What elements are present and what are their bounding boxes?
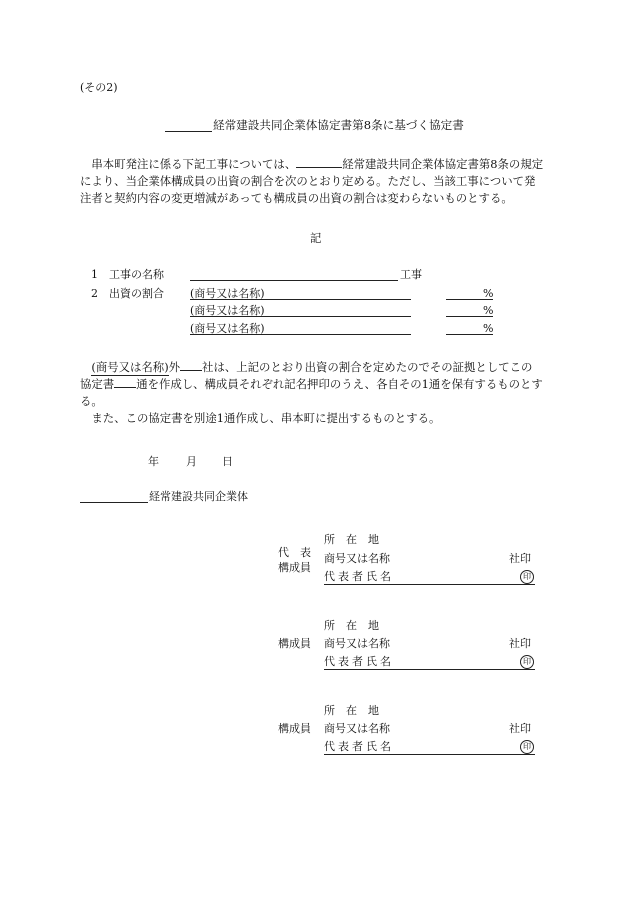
intro-paragraph: [80, 156, 555, 207]
share-row-name-line: [190, 316, 411, 317]
closing-paragraph: [80, 359, 555, 427]
jv-name-blank: [80, 502, 148, 503]
share-row-name-line: [190, 299, 411, 300]
share-row-name-line: [190, 334, 411, 335]
member-rep-line: [324, 754, 535, 755]
intro-text-2: により、当企業体構成員の出資の割合を次のとおり定める。ただし、当該工事について発: [80, 174, 536, 188]
personal-seal-icon: 印: [520, 740, 534, 754]
date-day: 日: [222, 455, 233, 468]
member-role-line2: 構成員: [278, 561, 311, 574]
member-rep-line: [324, 669, 535, 670]
share-row-unit: %: [483, 287, 494, 300]
item2-number: 2: [91, 287, 98, 300]
member-address-label: 所 在 地: [324, 704, 379, 717]
item1-suffix: 工事: [400, 268, 422, 281]
member-rep-label: 代表者氏名: [324, 570, 394, 583]
company-seal-label: 社印: [509, 722, 531, 735]
member-company-name-label: 商号又は名称: [324, 637, 390, 650]
jv-suffix: 経常建設共同企業体: [149, 490, 248, 503]
title-name-blank: [165, 131, 212, 132]
member-address-label: 所 在 地: [324, 619, 379, 632]
document-title: 経常建設共同企業体協定書第8条に基づく協定書: [213, 118, 464, 132]
share-row-name: (商号又は名称): [190, 287, 265, 300]
member-address-label: 所 在 地: [324, 533, 379, 546]
intro-text-3: 注者と契約内容の変更増減があっても構成員の出資の割合は変わらないものとする。: [80, 191, 513, 205]
member-rep-line: [324, 584, 535, 585]
closing-copies-blank: [114, 386, 136, 388]
intro-name-blank: [296, 166, 342, 168]
closing-count-blank: [180, 369, 202, 371]
closing-text-1c: 社は、上記のとおり出資の割合を定めたのでその証拠としてこの: [202, 360, 533, 374]
share-row-name: (商号又は名称): [190, 322, 265, 335]
member-role-line1: 代 表: [278, 546, 311, 559]
item2-label: 出資の割合: [109, 287, 164, 300]
company-seal-label: 社印: [509, 637, 531, 650]
closing-company-name: (商号又は名称): [91, 360, 169, 374]
closing-text-3: る。: [80, 394, 103, 408]
company-seal-label: 社印: [509, 552, 531, 565]
form-number: (その2): [80, 81, 118, 94]
member-company-name-label: 商号又は名称: [324, 722, 390, 735]
personal-seal-icon: 印: [520, 655, 534, 669]
closing-text-1b: 外: [168, 360, 181, 374]
member-role-line2: 構成員: [278, 637, 311, 650]
member-rep-label: 代表者氏名: [324, 740, 394, 753]
closing-text-2a: 協定書: [80, 377, 115, 391]
share-row-name: (商号又は名称): [190, 304, 265, 317]
member-rep-label: 代表者氏名: [324, 655, 394, 668]
share-row-unit: %: [483, 304, 494, 317]
share-row-unit: %: [483, 322, 494, 335]
ki-heading: 記: [310, 231, 322, 245]
date-month: 月: [186, 455, 197, 468]
intro-text-1b: 経常建設共同企業体協定書第8条の規定: [342, 157, 544, 171]
item1-number: 1: [91, 268, 98, 281]
closing-text-2b: 通を作成し、構成員それぞれ記名押印のうえ、各自その1通を保有するものとす: [136, 377, 543, 391]
item1-label: 工事の名称: [109, 268, 164, 281]
member-company-name-label: 商号又は名称: [324, 552, 390, 565]
closing-text-4: また、この協定書を別途1通作成し、串本町に提出するものとする。: [91, 411, 441, 425]
member-role-line2: 構成員: [278, 722, 311, 735]
intro-text-1a: 串本町発注に係る下記工事については、: [91, 157, 297, 171]
date-year: 年: [148, 455, 159, 468]
project-name-line: [190, 280, 398, 281]
personal-seal-icon: 印: [520, 570, 534, 584]
